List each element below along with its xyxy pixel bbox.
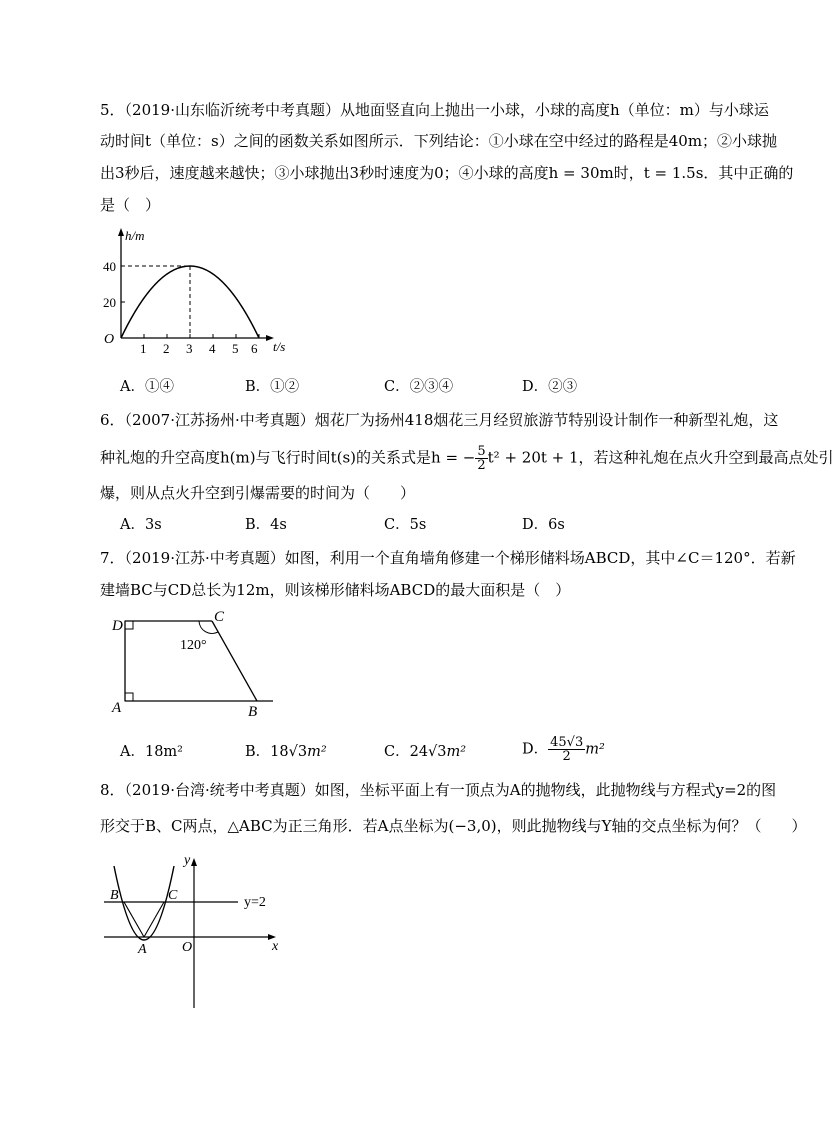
- q6-line-1: 6．（2007·江苏扬州·中考真题）烟花厂为扬州418烟花三月经贸旅游节特别设计制作一种新型礼炮，这: [100, 411, 779, 429]
- q5-choice-c[interactable]: C．②③④: [384, 379, 454, 395]
- q6-choice-b[interactable]: B．4s: [245, 517, 287, 533]
- q5-xtick-3: 3: [186, 341, 193, 356]
- q7-choice-d[interactable]: D． $\frac{45√3}{2}$ m²: [522, 735, 605, 764]
- q7-label-c: C: [214, 609, 225, 625]
- q8-line-label: y=2: [244, 895, 266, 910]
- q6-line-3: 爆，则从点火升空到引爆需要的时间为（ ）: [100, 484, 416, 502]
- q7-choice-a[interactable]: A．18m²: [120, 744, 183, 760]
- q7-label-d: D: [112, 618, 123, 634]
- q7-line-1: 7．（2019·江苏·中考真题）如图，利用一个直角墙角修建一个梯形储料场ABCD，其中∠C＝120°．若新: [100, 549, 796, 567]
- q5-x-axis-label: t/s: [273, 339, 286, 354]
- q6-choice-c[interactable]: C．5s: [384, 517, 427, 533]
- q8-label-c: C: [168, 888, 178, 903]
- q5-ytick-20: 20: [103, 295, 116, 310]
- q5-choice-b[interactable]: B．①②: [245, 379, 300, 395]
- q5-choice-d[interactable]: D．②③: [522, 379, 578, 395]
- q7-label-b: B: [248, 704, 258, 720]
- q8-line-2: 形交于B、C两点，△ABC为正三角形．若A点坐标为(−3,0)，则此抛物线与Y轴的交点坐标为何？（ ）: [100, 817, 807, 835]
- q8-label-b: B: [110, 888, 119, 903]
- q5-line-4: 是（ ）: [100, 196, 161, 214]
- q8-label-a: A: [138, 942, 147, 957]
- q8-label-o: O: [182, 940, 193, 955]
- q6-line-2-post: t² + 20t + 1，若这种礼炮在点火升空到最高点处引: [487, 448, 834, 467]
- q5-xtick-6: 6: [251, 341, 258, 356]
- q5-xtick-1: 1: [140, 341, 147, 356]
- q5-xtick-2: 2: [163, 341, 170, 356]
- q5-line-3: 出3秒后，速度越来越快；③小球抛出3秒时速度为0；④小球的高度h = 30m时，t = 1.5s．其中正确的: [100, 164, 794, 182]
- q8-parabola: [114, 866, 174, 940]
- q8-y-label: y: [184, 853, 191, 868]
- q7-d-fraction: $\frac{45√3}{2}$: [550, 735, 584, 764]
- q7-line-2: 建墙BC与CD总长为12m，则该梯形储料场ABCD的最大面积是（ ）: [100, 581, 571, 599]
- q5-line-1: 5．（2019·山东临沂统考中考真题）从地面竖直向上抛出一小球，小球的高度h（单位：m）与小球运: [100, 101, 769, 119]
- q7-label-a: A: [112, 700, 122, 716]
- q8-x-label: x: [272, 939, 279, 954]
- q7-choice-b[interactable]: B．18√3m²: [245, 744, 327, 760]
- q5-choice-a[interactable]: A．①④: [120, 379, 174, 395]
- q5-xtick-4: 4: [209, 341, 216, 356]
- q8-y-arrow: [191, 858, 197, 866]
- q5-line-2: 动时间t（单位：s）之间的函数关系如图所示．下列结论：①小球在空中经过的路程是40m；②小球抛: [100, 132, 778, 150]
- q5-y-axis-label: h/m: [125, 228, 145, 243]
- q8-line-1: 8．（2019·台湾·统考中考真题）如图，坐标平面上有一顶点为A的抛物线，此抛物线与方程式y=2的图: [100, 781, 777, 799]
- q5-xtick-5: 5: [232, 341, 239, 356]
- q5-origin-label: O: [104, 332, 115, 347]
- q5-ytick-40: 40: [103, 259, 116, 274]
- q6-choice-a[interactable]: A．3s: [120, 517, 162, 533]
- q6-choice-d[interactable]: D．6s: [522, 517, 565, 533]
- q7-choice-c[interactable]: C．24√3m²: [384, 744, 467, 760]
- q6-fraction: $\frac{5}{2}$: [477, 444, 486, 473]
- q6-line-2-pre: 种礼炮的升空高度h(m)与飞行时间t(s)的关系式是h = −: [100, 448, 476, 467]
- q7-angle-label: 120°: [180, 638, 207, 653]
